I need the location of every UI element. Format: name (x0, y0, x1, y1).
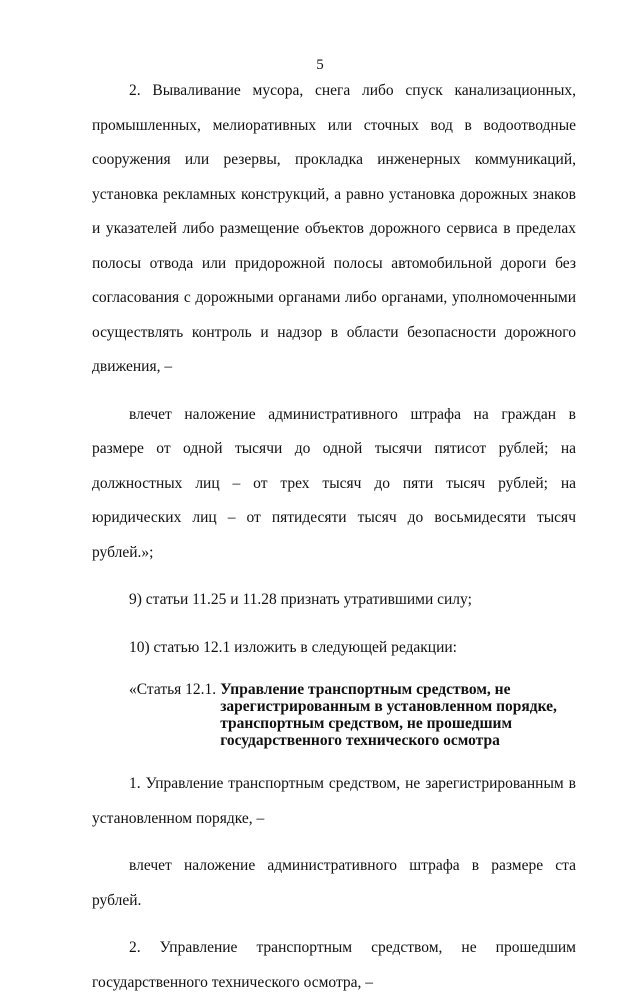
paragraph-part-2: 2. Управление транспортным средством, не прошедшим государственного технического осмотра, – (92, 939, 576, 991)
article-title-line: зарегистрированным в установленном порядке, (220, 698, 557, 715)
paragraph-penalty-2: влечет наложение административного штрафа на граждан в размере от одной тысячи до одной тысячи пятисот рублей; на должностных лиц – от трех тысяч до пяти тысяч рублей; на юридических лиц – от пятидесяти тысяч до восьмидесяти тысяч рублей.»; (92, 405, 576, 561)
article-title-line: Управление транспортным средством, не (220, 681, 511, 698)
paragraph-part-1: 1. Управление транспортным средством, не зарегистрированным в установленном порядке, – (92, 775, 576, 827)
article-title-line: государственного технического осмотра (220, 732, 500, 749)
article-title-line: транспортным средством, не прошедшим (220, 715, 513, 732)
paragraph-violation-2: 2. Вываливание мусора, снега либо спуск канализационных, промышленных, мелиоративных или сточных вод в водоотводные сооружения или резервы, прокладка инженерных коммуникаций, установка рекламных конструкций, а равно установка дорожных знаков и указателей либо размещение объектов дорожного сервиса в пределах полосы отвода или придорожной полосы автомобильной дороги без согласования с дорожными органами либо органами, уполномоченными осуществлять контроль и надзор в области безопасности дорожного движения, – (92, 82, 576, 375)
document-body (92, 74, 576, 1000)
paragraph-item-10: 10) статью 12.1 изложить в следующей редакции: (129, 638, 457, 656)
article-title (220, 681, 557, 749)
article-heading (129, 681, 576, 749)
page-number: 5 (316, 57, 324, 73)
paragraph-item-9: 9) статьи 11.25 и 11.28 признать утратившими силу; (129, 591, 472, 608)
paragraph-penalty-part-1: влечет наложение административного штрафа в размере ста рублей. (92, 857, 576, 909)
article-number: «Статья 12.1. (129, 681, 217, 698)
